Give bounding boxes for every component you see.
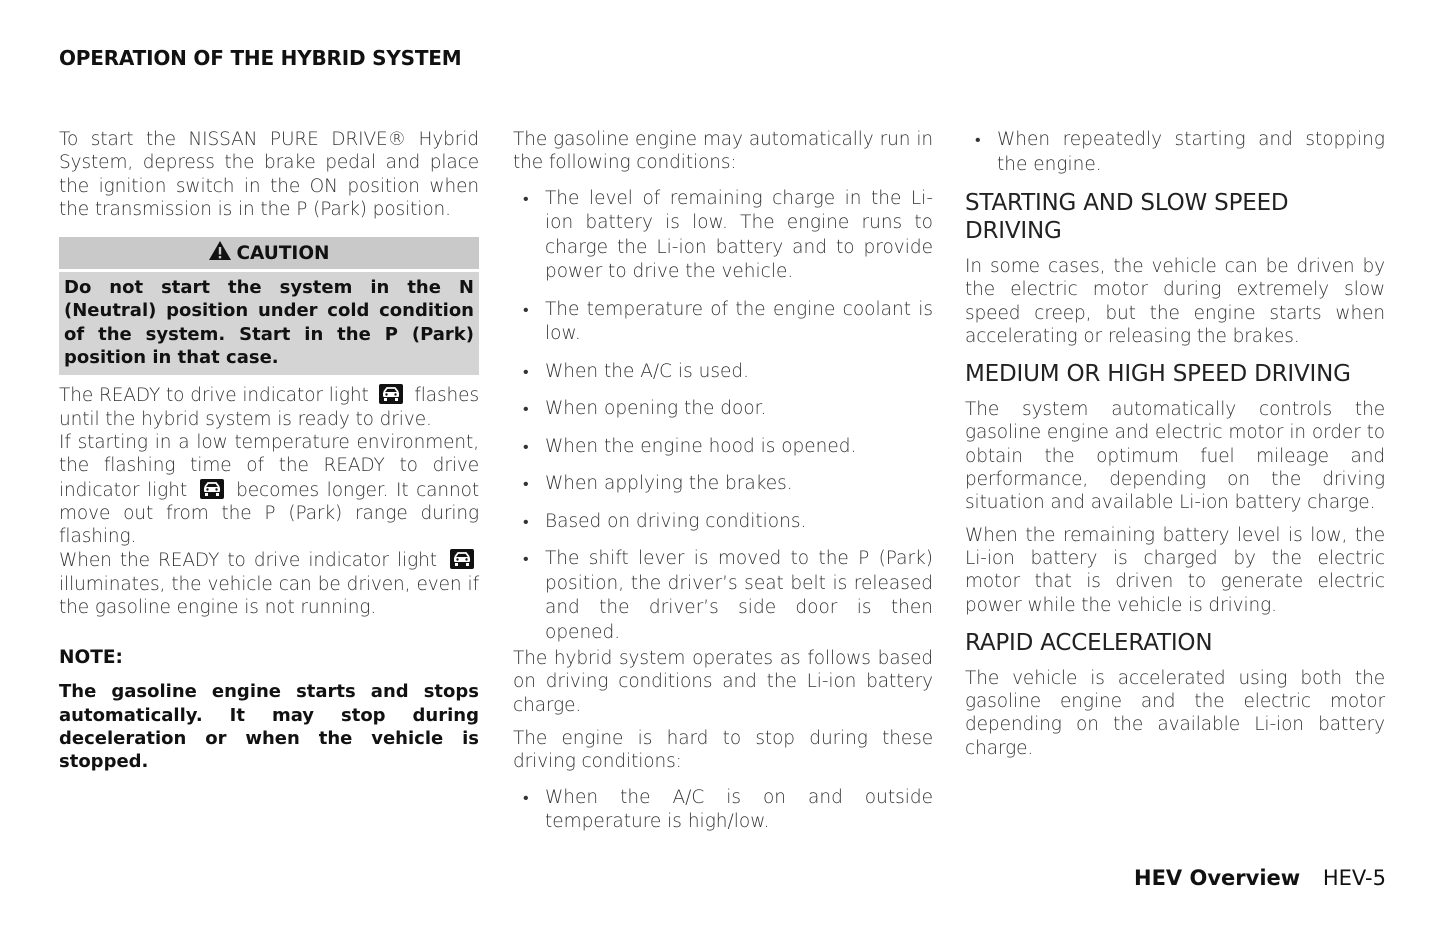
list-item: • The temperature of the engine coolant is low. <box>523 298 933 345</box>
list-item: • When opening the door. <box>523 398 767 420</box>
section-paragraph: The vehicle is accelerated using both the gasoline engine and the electric motor depending on the available Li-ion battery charge. <box>965 667 1385 759</box>
list-item: • When the A/C is on and outside temperature is high/low. <box>523 786 933 833</box>
list-item: • When the A/C is used. <box>523 360 749 382</box>
page-number: HEV-5 <box>1322 866 1386 890</box>
caution-title: CAUTION <box>236 242 330 264</box>
illuminate-paragraph <box>59 548 479 619</box>
section-heading: RAPID ACCELERATION <box>965 629 1213 656</box>
list-item: • The shift lever is moved to the P (Park) position, the driver’s seat belt is released and the driver’s side door is then opened. <box>523 548 933 643</box>
section-paragraph: When the remaining battery level is low, the Li-ion battery is charged by the electric motor that is driven to generate electric power while the vehicle is driving. <box>965 524 1385 616</box>
list-item: • When repeatedly starting and stopping the engine. <box>975 129 1385 175</box>
hard-stop-paragraph: The engine is hard to stop during these driving conditions: <box>513 727 933 773</box>
conditions-intro: The gasoline engine may automatically run in the following conditions: <box>513 129 933 174</box>
list-item: • Based on driving conditions. <box>523 510 807 532</box>
continued-list <box>965 128 1385 177</box>
column-3 <box>965 128 1385 760</box>
intro-paragraph: To start the NISSAN PURE DRIVE® Hybrid System, depress the brake pedal and place the ignition switch in the ON position when the transmission is in the P (Park) position. <box>59 129 479 220</box>
ready-text-b: flashes until the hybrid system is ready to drive. <box>59 385 479 430</box>
caution-body: Do not start the system in the N (Neutral) position under cold condition of the system. Start in the P (Park) position in that case. <box>59 272 479 375</box>
column-1 <box>59 128 479 774</box>
page-title: OPERATION OF THE HYBRID SYSTEM <box>59 46 462 70</box>
list-item: • The level of remaining charge in the Li-ion battery is low. The engine runs to charge the Li-ion battery and to provide power to drive the vehicle. <box>523 187 933 283</box>
operates-paragraph: The hybrid system operates as follows based on driving conditions and the Li-ion battery charge. <box>513 648 933 716</box>
ready-indicator-icon <box>378 383 404 405</box>
conditions-list <box>513 187 933 646</box>
note-body: The gasoline engine starts and stops automatically. It may stop during deceleration or when the vehicle is stopped. <box>59 681 479 773</box>
cold-text-a: If starting in a low temperature environment, the flashing time of the READY to drive indicator light <box>59 431 479 501</box>
section-paragraph: The system automatically controls the gasoline engine and electric motor in order to obtain the optimum fuel mileage and performance, depending on the driving situation and available Li-ion battery charge. <box>965 399 1385 514</box>
caution-header <box>59 237 479 272</box>
cold-paragraph <box>59 431 479 548</box>
list-item: • When applying the brakes. <box>523 473 793 495</box>
list-item: • When the engine hood is opened. <box>523 435 857 457</box>
ready-indicator-icon <box>449 548 475 570</box>
illum-text-a: When the READY to drive indicator light <box>59 550 437 572</box>
page-footer <box>1134 866 1386 890</box>
section-paragraph: In some cases, the vehicle can be driven by the electric motor during extremely slow speed creep, but the engine starts when accelerating or releasing the brakes. <box>965 256 1385 347</box>
hard-stop-list <box>513 786 933 835</box>
section-heading: STARTING AND SLOW SPEED DRIVING <box>965 190 1289 244</box>
column-2 <box>513 128 933 848</box>
ready-paragraph <box>59 383 479 431</box>
ready-indicator-icon <box>199 478 225 500</box>
footer-section: HEV Overview <box>1134 866 1301 890</box>
illum-text-b: illuminates, the vehicle can be driven, even if the gasoline engine is not running. <box>59 573 479 619</box>
note-label: NOTE: <box>59 647 123 669</box>
cold-text-b: becomes longer. It cannot move out from the P (Park) range during flashing. <box>59 479 479 548</box>
ready-text-a: The READY to drive indicator light <box>59 385 369 407</box>
warning-triangle-icon <box>208 240 232 266</box>
section-heading: MEDIUM OR HIGH SPEED DRIVING <box>965 361 1351 388</box>
